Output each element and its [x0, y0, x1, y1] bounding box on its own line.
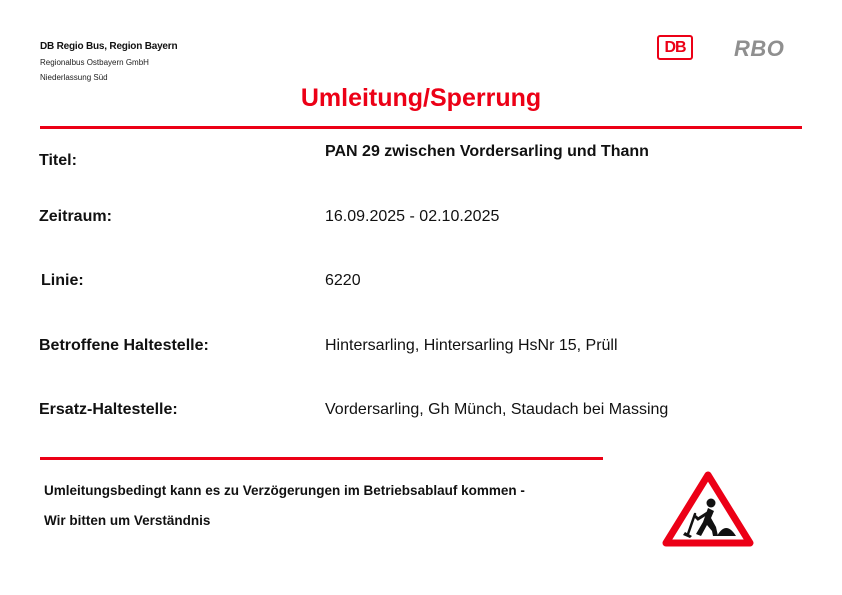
zeitraum-value: 16.09.2025 - 02.10.2025 [325, 208, 500, 225]
ersatz-haltestelle-value: Vordersarling, Gh Münch, Staudach bei Massing [325, 401, 669, 418]
titel-value: PAN 29 zwischen Vordersarling und Thann [325, 143, 649, 160]
page-title: Umleitung/Sperrung [300, 84, 542, 112]
org-subtitle-company: Regionalbus Ostbayern GmbH [40, 58, 149, 67]
top-divider [40, 126, 802, 129]
org-subtitle-branch: Niederlassung Süd [40, 73, 108, 82]
bottom-divider [40, 457, 603, 460]
org-name: DB Regio Bus, Region Bayern [40, 41, 178, 52]
linie-label: Linie: [41, 272, 84, 289]
notice-line-2: Wir bitten um Verständnis [44, 513, 211, 528]
titel-label: Titel: [39, 152, 77, 169]
notice-line-1: Umleitungsbedingt kann es zu Verzögerungen im Betriebsablauf kommen - [44, 483, 525, 498]
db-logo: DB [657, 35, 693, 60]
roadworks-warning-sign-icon [662, 470, 754, 548]
betroffene-haltestelle-label: Betroffene Haltestelle: [39, 337, 209, 354]
rbo-logo: RBO [734, 36, 785, 61]
linie-value: 6220 [325, 272, 361, 289]
ersatz-haltestelle-label: Ersatz-Haltestelle: [39, 401, 178, 418]
zeitraum-label: Zeitraum: [39, 208, 112, 225]
betroffene-haltestelle-value: Hintersarling, Hintersarling HsNr 15, Prüll [325, 337, 618, 354]
